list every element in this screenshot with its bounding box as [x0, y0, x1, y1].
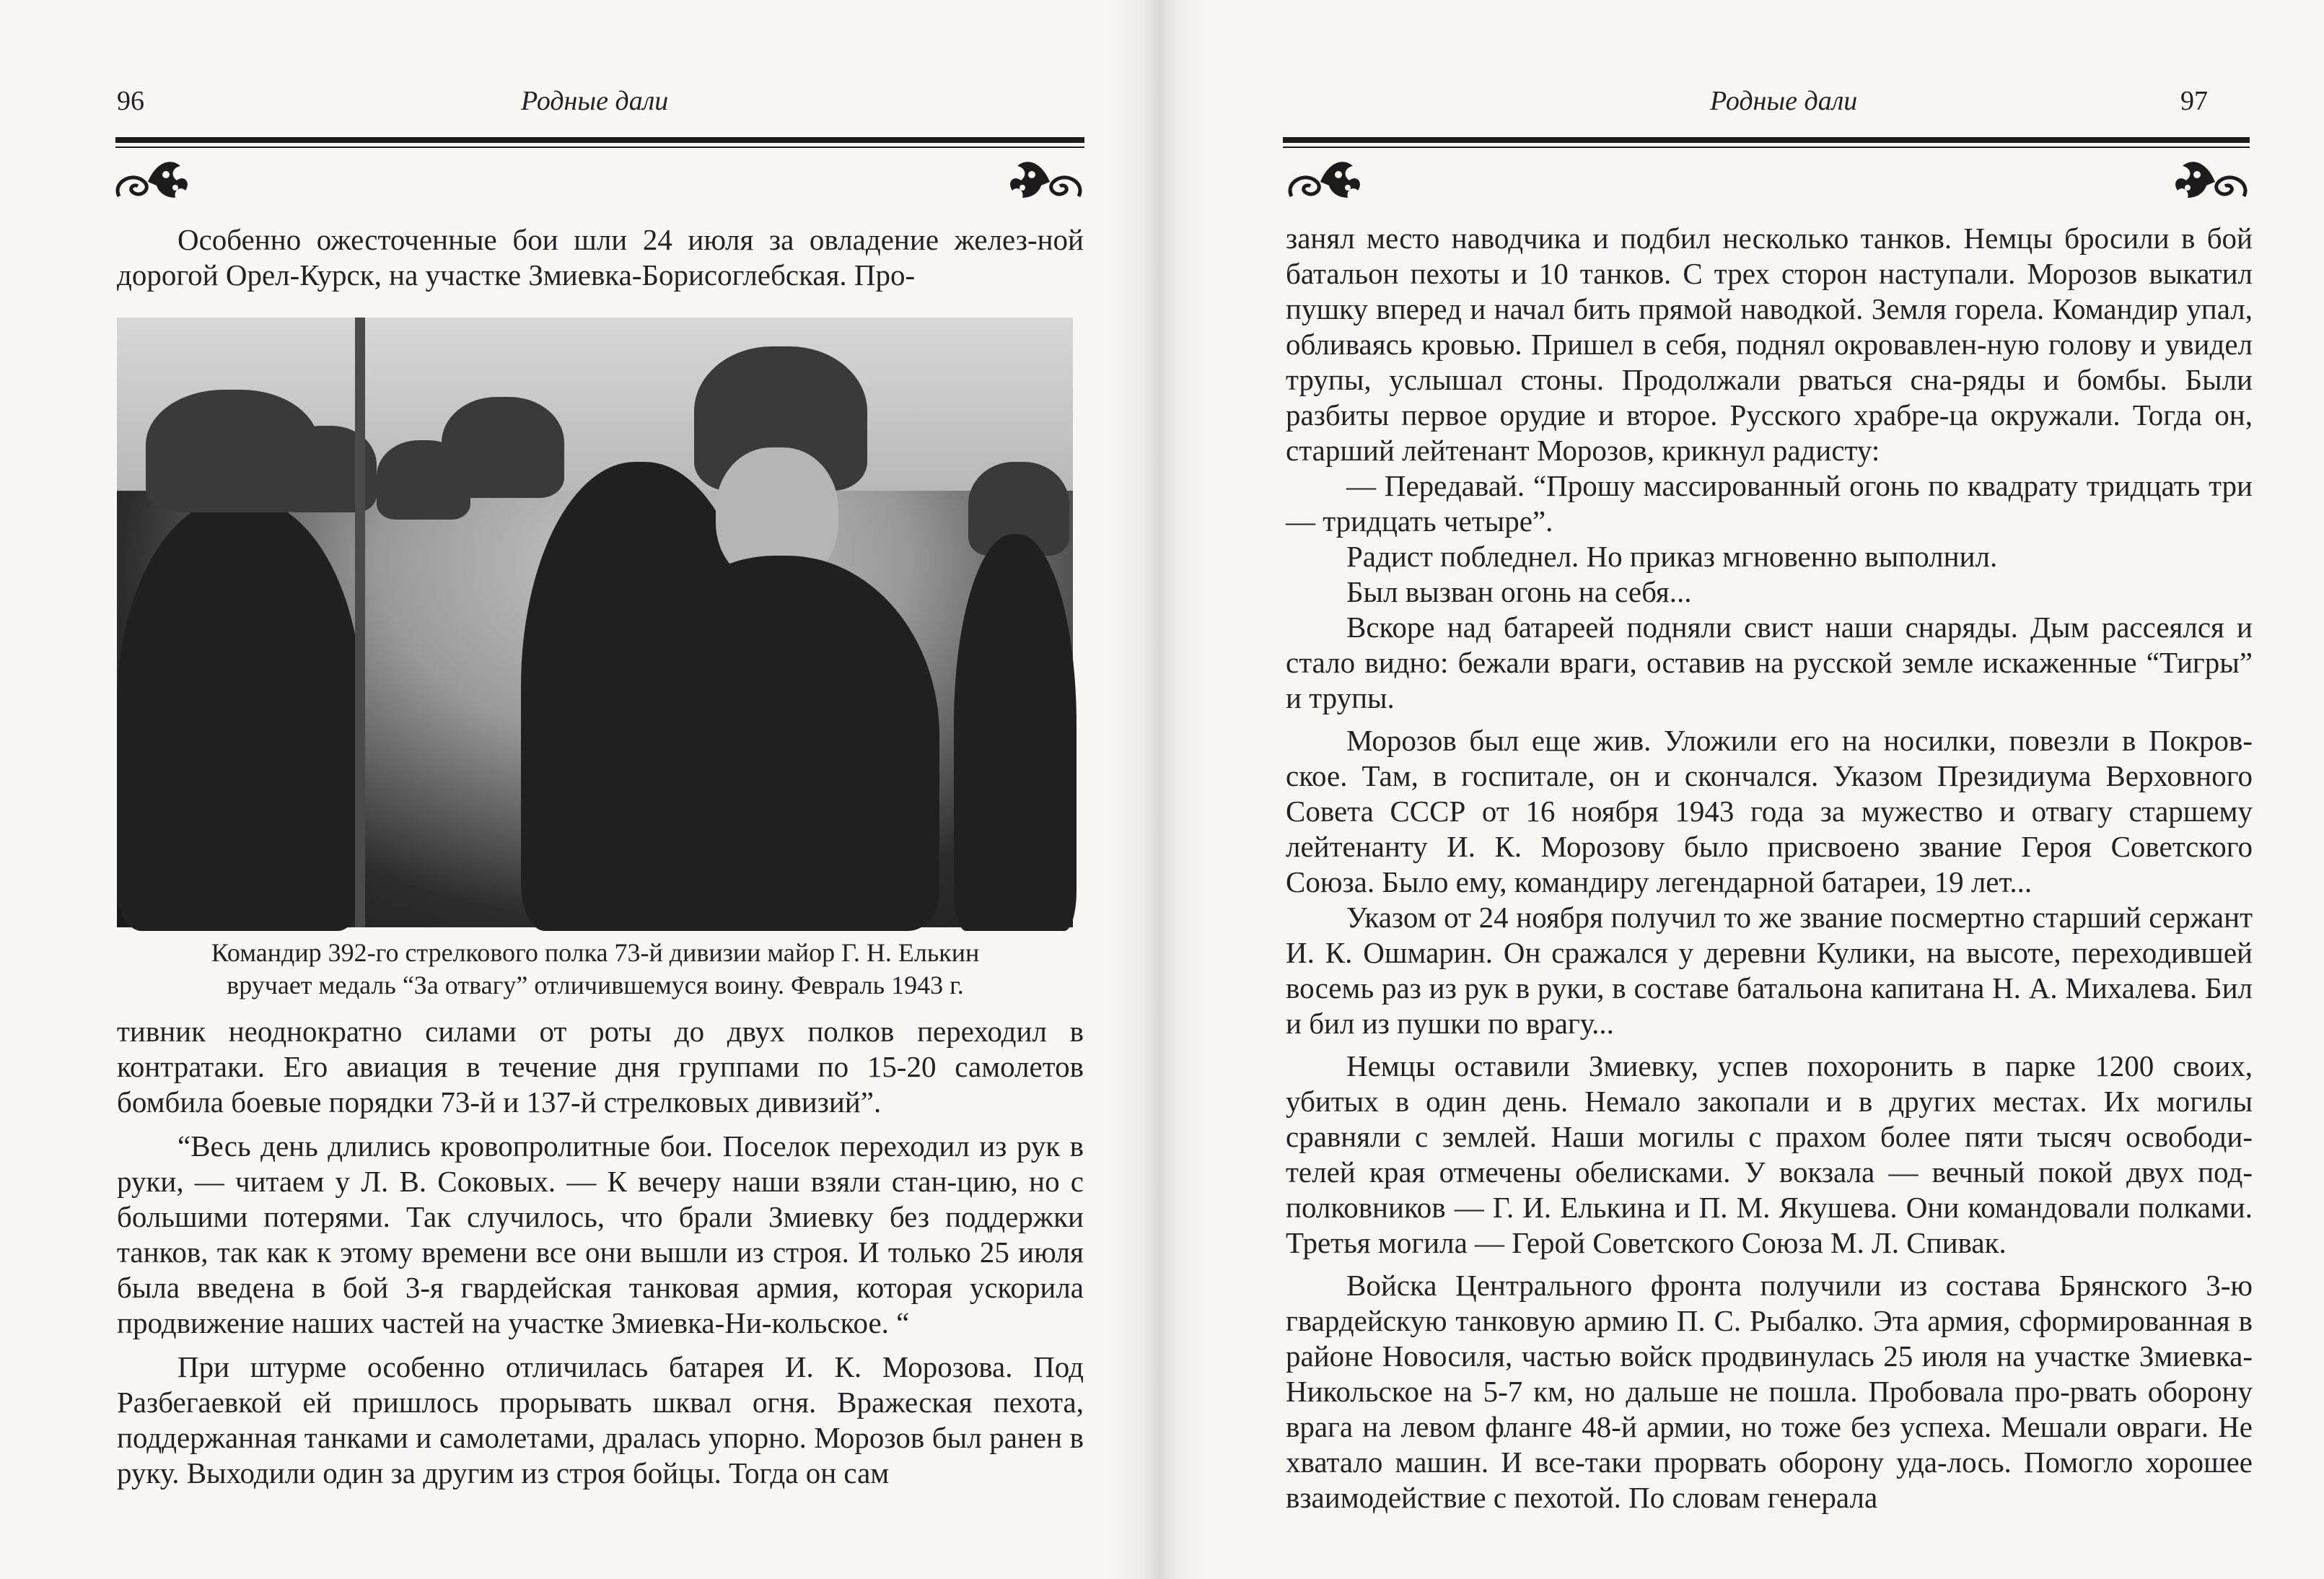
paragraph: Немцы оставили Змиевку, успев похоронить в парке 1200 своих, убитых в один день. Немало закопали и в других местах. Их могилы сравняли с землей. Наши могилы с прахом более пяти тысяч освободи-телей края отмечены обелисками. У вокзала — вечный покой двух под-полковников — Г. И. Елькина и П. М. Якушева. Они командовали полками. Третья могила — Герой Советского Союза М. Л. Спивак.	[1286, 1049, 2253, 1259]
caption-line: вручает медаль “За отвагу” отличившемуся воину. Февраль 1943 г.	[227, 971, 964, 1000]
header-rule	[1283, 137, 2250, 143]
floral-ornament-icon	[112, 153, 195, 211]
left-page-header	[117, 85, 1084, 128]
page-number: 96	[117, 86, 144, 116]
photo-figure	[117, 498, 362, 931]
running-title: Родные дали	[521, 86, 669, 116]
page-number: 97	[2180, 86, 2208, 116]
right-body	[1286, 221, 2253, 1515]
photo-figure	[622, 556, 939, 931]
right-page-header	[1284, 85, 2251, 128]
left-page	[0, 0, 1154, 1579]
photo-rifle	[355, 318, 365, 927]
floral-ornament-icon	[1003, 153, 1086, 211]
paragraph: Особенно ожесточенные бои шли 24 июля за овладение желез-ной дорогой Орел-Курск, на участке Змиевка-Борисоглебская. Про-	[117, 223, 1084, 292]
left-body-bottom	[117, 1014, 1084, 1491]
running-title: Родные дали	[1710, 86, 1858, 116]
caption-line: Командир 392-го стрелкового полка 73-й дивизии майор Г. Н. Елькин	[211, 938, 980, 967]
left-body-top	[117, 222, 1084, 293]
paragraph: — Передавай. “Прошу массированный огонь по квадрату тридцать три — тридцать четыре”.	[1286, 469, 2253, 538]
paragraph: Радист побледнел. Но приказ мгновенно выполнил.	[1346, 540, 1998, 573]
header-rule-thin	[1283, 146, 2250, 148]
header-rule-thin	[115, 146, 1084, 148]
paragraph: занял место наводчика и подбил несколько танков. Немцы бросили в бой батальон пехоты и 10 танков. С трех сторон наступали. Морозов выкатил пушку вперед и начал бить прямой наводкой. Земля горела. Командир упал, обливаясь кровью. Пришел в себя, поднял окровавлен-ную голову и увидел трупы, услышал стоны. Продолжали рваться сна-ряды и бомбы. Были разбиты первое орудие и второе. Русского храбре-ца окружали. Тогда он, старший лейтенант Морозов, крикнул радисту:	[1286, 222, 2253, 467]
paragraph: “Весь день длились кровопролитные бои. Поселок переходил из рук в руки, — читаем у Л. В. Соковых. — К вечеру наши взяли стан-цию, но с большими потерями. Так случилось, что брали Змиевку без поддержки танков, так как к этому времени все они вышли из строя. И только 25 июля была введена в бой 3-я гвардейская танковая армия, которая ускорила продвижение наших частей на участке Змиевка-Ни-кольское. “	[117, 1129, 1084, 1339]
photo-caption	[108, 937, 1082, 1002]
paragraph: Морозов был еще жив. Уложили его на носилки, повезли в Покров-ское. Там, в госпитале, он и скончался. Указом Президиума Верховного Совета СССР от 16 ноября 1943 года за мужество и отвагу старшему лейтенанту И. К. Морозову было присвоено звание Героя Советского Союза. Было ему, командиру легендарной батареи, 19 лет...	[1286, 724, 2253, 898]
floral-ornament-icon	[2168, 153, 2251, 211]
header-rule	[115, 137, 1084, 143]
paragraph: Вскоре над батареей подняли свист наши снаряды. Дым рассеялся и стало видно: бежали враги, оставив на русской земле искаженные “Тигры” и трупы.	[1286, 611, 2253, 714]
photo-figure	[442, 397, 564, 498]
paragraph: Указом от 24 ноября получил то же звание посмертно старший сержант И. К. Ошмарин. Он сражался у деревни Кулики, на высоте, переходившей восемь раз из рук в руки, в составе батальона капитана Н. А. Михалева. Бил и бил из пушки по врагу...	[1286, 901, 2253, 1040]
right-page	[1154, 0, 2324, 1579]
photo-figure	[954, 534, 1077, 931]
paragraph: тивник неоднократно силами от роты до двух полков переходил в контратаки. Его авиация в течение дня группами по 15-20 самолетов бомбила боевые порядки 73-й и 137-й стрелковых дивизий”.	[117, 1015, 1084, 1119]
floral-ornament-icon	[1284, 153, 1367, 211]
paragraph: Войска Центрального фронта получили из состава Брянского 3-ю гвардейскую танковую армию П. С. Рыбалко. Эта армия, сформированная в районе Новосиля, частью войск продвинулась 25 июля на участке Змиевка-Никольское на 5-7 км, но дальше не пошла. Пробовала про-рвать оборону врага на левом фланге 48-й армии, но тоже без успеха. Мешали овраги. Не хватало машин. И все-таки прорвать оборону уда-лось. Помогло хорошее взаимодействие с пехотой. По словам генерала	[1286, 1269, 2253, 1514]
soldiers-award-photo	[117, 318, 1073, 927]
paragraph: Был вызван огонь на себя...	[1346, 575, 1692, 608]
paragraph: При штурме особенно отличилась батарея И. К. Морозова. Под Разбегаевкой ей пришлось прорывать шквал огня. Вражеская пехота, поддержанная танками и самолетами, дралась упорно. Морозов был ранен в руку. Выходили один за другим из строя бойцы. Тогда он сам	[117, 1350, 1084, 1490]
